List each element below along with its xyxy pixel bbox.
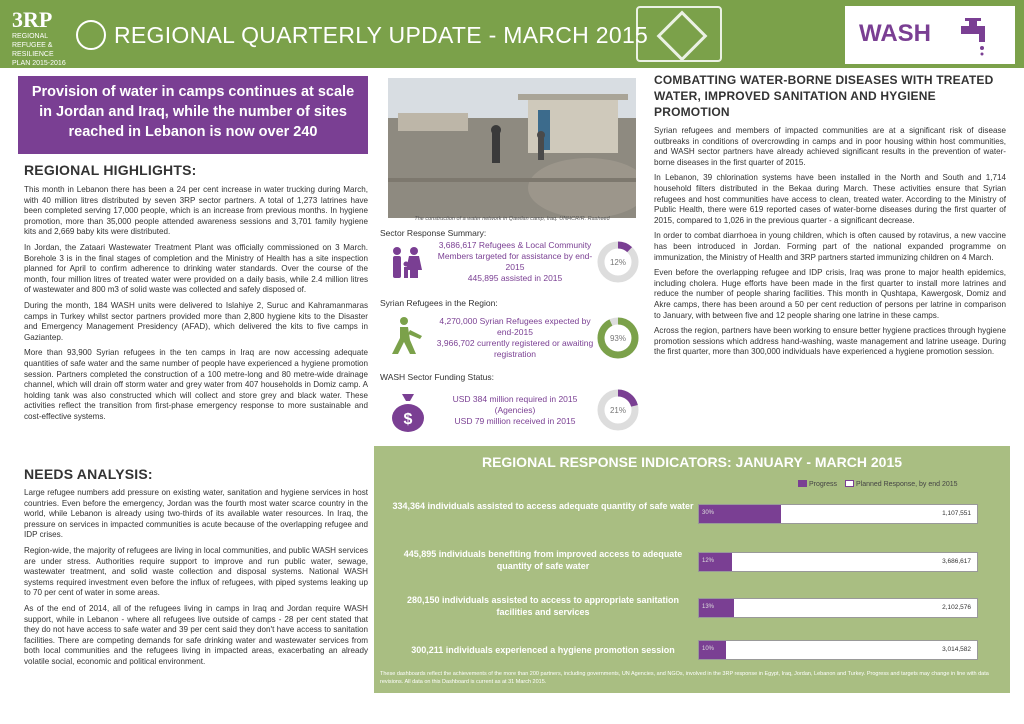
- refugees-region-stats: [436, 316, 594, 360]
- refugees-region-label: Syrian Refugees in the Region:: [380, 298, 498, 308]
- logo-line: RESILIENCE: [12, 51, 54, 58]
- indicator-percent: 12%: [702, 558, 715, 564]
- legend-swatch-planned: [845, 480, 854, 487]
- stat-line: 4,270,000 Syrian Refugees expected by end-2015: [439, 316, 591, 337]
- needs-analysis-section: [24, 466, 368, 673]
- donut-percent-label: 12%: [609, 258, 627, 267]
- logo-acronym: 3RP: [12, 7, 53, 32]
- paragraph: As of the end of 2014, all of the refugees living in camps in Iraq and Jordan require WASH support, while in Lebanon - where all refugees live outside of camps - 28 per cent stated that they do not have access to safe water and 39 per cent said they don't have access to sanitation facilities. There are competing demands for safe drinking water and wastewater services from both local communities and the refugees living in impacted areas, exacerbating an already volatile social, economic and political environment.: [24, 603, 368, 666]
- paragraph: This month in Lebanon there has been a 24 per cent increase in water trucking during March, with 40 million litres distributed by seven 3RP sector partners. A total of 1,273 latrines have been completed serving 17,000 people, which is an increase from previous months. In hygiene promotion, more than 35,000 people attended awareness sessions and 3,701 family hygiene kits and 2,669 baby kits were distributed.: [24, 185, 368, 237]
- stat-line: USD 79 million received in 2015: [454, 416, 576, 426]
- legend-label: Progress: [809, 481, 838, 488]
- section-heading: COMBATTING WATER-BORNE DISEASES WITH TREATED WATER, IMPROVED SANITATION AND HYGIENE PROMOTION: [654, 73, 994, 119]
- sector-summary-stats: [436, 240, 594, 284]
- camp-photo: [388, 78, 636, 218]
- header-banner: [0, 0, 1024, 73]
- indicator-target: 1,107,551: [942, 510, 971, 517]
- svg-text:$: $: [403, 411, 413, 428]
- indicator-label: 445,895 individuals benefiting from improved access to adequate quantity of safe water: [403, 549, 683, 571]
- sector-summary-donut: [596, 240, 640, 284]
- section-heading: REGIONAL HIGHLIGHTS:: [24, 162, 197, 178]
- indicators-legend: [792, 480, 958, 488]
- logo-line: IN RESPONSE TO THE SYRIA CRISIS: [12, 68, 83, 73]
- refugees-region-donut: [596, 316, 640, 360]
- water-tap-icon: [955, 16, 995, 56]
- legend-swatch-progress: [798, 480, 807, 487]
- logo-line: PLAN 2015-2016: [12, 60, 66, 67]
- response-indicators-panel: [374, 446, 1010, 693]
- indicator-target: 2,102,576: [942, 604, 971, 611]
- funding-label: WASH Sector Funding Status:: [380, 372, 495, 382]
- donut-percent-label: 93%: [609, 334, 627, 343]
- paragraph: In Lebanon, 39 chlorination systems have been installed in the North and South and 1,714 household filters distributed in the Bekaa during March. These activities ensure that Syrian refugees and host communities have access to clean, treated water. According to the Ministry of Public Health, there were 619 reported cases of water-borne diseases during the first quarter of 2015, compared to 1,026 in the previous quarter - a significant decrease.: [654, 173, 1006, 225]
- money-bag-icon: [390, 392, 426, 432]
- photo-caption: The construction of a water network in Qawilan camp, Iraq. UNHCR/R. Rasheed: [414, 216, 610, 222]
- combatting-section: [654, 72, 1006, 363]
- indicator-label: 280,150 individuals assisted to access to appropriate sanitation facilities and services: [406, 595, 680, 617]
- paragraph: In Jordan, the Zataari Wastewater Treatment Plant was officially commissioned on 3 March. Borehole 3 is in the final stages of completion and the Ministry of Health has a site inspection planned for April to confirm adherence to drinking water standards. Over the course of the month, four million litres of treated water were provided on a daily basis, while 2.4 million litres of wastewater and 800 m3 of solid waste was collected and safely disposed of.: [24, 242, 368, 295]
- indicator-bar: [698, 640, 978, 660]
- indicators-footnote: These dashboards reflect the achievements of the more than 200 partners, including governments, UN Agencies, and NGOs, involved in the 3RP response in Egypt, Iraq, Jordan, Lebanon and Turkey. Progress and targets may change in line with data revisions. All data on this Dashboard is current as at 31 March 2015.: [380, 671, 989, 685]
- indicator-label: 334,364 individuals assisted to access adequate quantity of safe water: [392, 501, 694, 511]
- stat-line: USD 384 million required in 2015 (Agencies): [452, 394, 578, 415]
- donut-percent-label: 21%: [609, 406, 627, 415]
- paragraph: Even before the overlapping refugee and IDP crisis, Iraq was prone to major health epidemics, including cholera. Huge efforts have been made in the first quarter to install more latrines and reduce the number of people sharing facilities. This month in Qushtapa, Kawergosk, Domiz and Akre camps, there has been around a 50 per cent reduction of persons per latrine in comparison to January, with between five and 12 people sharing one latrine in these camps.: [654, 268, 1006, 320]
- 3rp-logo: [12, 7, 102, 73]
- indicator-percent: 30%: [702, 510, 715, 516]
- paragraph: Region-wide, the majority of refugees are living in local communities, and public WASH services are under stress. Authorities require support to improve and run public water, sewage, wastewater treatment, and solid waste collection and disposal systems. National WASH systems required investment even before the influx of refugees, with piped systems leaking up to 70 per cent of water in some areas.: [24, 545, 368, 598]
- section-heading: NEEDS ANALYSIS:: [24, 466, 153, 482]
- paragraph: Large refugee numbers add pressure on existing water, sanitation and hygiene services in host countries. Even before the emergency, Jordan was the fourth most water scarce country in the world, while Lebanon is already using two-thirds of its available water resources. In Iraq, the pressure on services in impacted communities is acute because of the overlapping refugee and IDP crises.: [24, 488, 368, 540]
- sector-badge: [845, 6, 1015, 64]
- indicator-bar: [698, 504, 978, 524]
- funding-donut: [596, 388, 640, 432]
- logo-line: REGIONAL: [12, 33, 49, 40]
- family-icon: [388, 246, 424, 280]
- paragraph: In order to combat diarrhoea in young children, which is often caused by rotavirus, a new vaccine has been introduced in Jordan. Forming part of the national expanded programme on immunization, the Ministry of Health and 3RP partners started immunizing children on 4 March.: [654, 231, 1006, 262]
- indicator-label: 300,211 individuals experienced a hygiene promotion session: [411, 645, 675, 655]
- person-walking-icon: [388, 316, 424, 356]
- stat-line: 3,686,617 Refugees & Local Community Members targeted for assistance by end-2015: [437, 240, 593, 272]
- ornament-logo-icon: [636, 6, 722, 62]
- logo-line: REFUGEE &: [12, 42, 53, 49]
- indicator-bar: [698, 598, 978, 618]
- legend-label: Planned Response, by end 2015: [855, 481, 958, 488]
- un-emblem-icon: [76, 20, 106, 50]
- indicator-target: 3,686,617: [942, 558, 971, 565]
- indicator-percent: 10%: [702, 646, 715, 652]
- paragraph: During the month, 184 WASH units were delivered to Islahiye 2, Suruc and Kahramanmaras camps in Turkey whilst sector partners provided more than 2,800 hygiene kits to the Disaster and Emergency Management Presidency (AFAD), which delivered the kits to five camps in Gaziantep.: [24, 300, 368, 342]
- indicator-bar: [698, 552, 978, 572]
- stat-line: 445,895 assisted in 2015: [467, 273, 563, 283]
- key-message-box: Provision of water in camps continues at scale in Jordan and Iraq, while the number of sites reached in Lebanon is now over 240: [18, 76, 368, 154]
- paragraph: Syrian refugees and members of impacted communities are at a significant risk of disease outbreaks in conditions of overcrowding in camps and in poor housing within host communities, and WASH sector partners have already achieved significant results in the prevention of water-borne diseases in the first quarter of 2015.: [654, 126, 1006, 167]
- regional-highlights-section: [24, 162, 368, 427]
- funding-stats: [436, 394, 594, 427]
- page-title: REGIONAL QUARTERLY UPDATE - MARCH 2015: [114, 22, 649, 48]
- indicators-title: REGIONAL RESPONSE INDICATORS: JANUARY - MARCH 2015: [481, 454, 903, 470]
- paragraph: More than 93,900 Syrian refugees in the ten camps in Iraq are now accessing adequate quantities of safe water and the same number of people have experienced a hygiene promotion session. Partners completed the construction of a 100 metre-long and 80 metre-wide drainage channel, which will drain off storm water and grey water from 407 households in Domiz camp. A holding tank was also constructed which will collect and store grey and black water. These activities reflect the transition from first-phase emergency response to more sustainable and cost-effective systems.: [24, 348, 368, 421]
- paragraph: Across the region, partners have been working to ensure better hygiene practices through hygiene promotion sessions which address hand-washing, waste management and latrine useage. During the first quarter, more than 300,000 individuals have experienced a hygiene promotion session.: [654, 326, 1006, 357]
- sector-summary-label: Sector Response Summary:: [380, 228, 487, 238]
- indicator-percent: 13%: [702, 604, 715, 610]
- indicator-target: 3,014,582: [942, 646, 971, 653]
- stat-line: 3,966,702 currently registered or awaiting registration: [436, 338, 594, 359]
- sector-label: WASH: [859, 20, 931, 47]
